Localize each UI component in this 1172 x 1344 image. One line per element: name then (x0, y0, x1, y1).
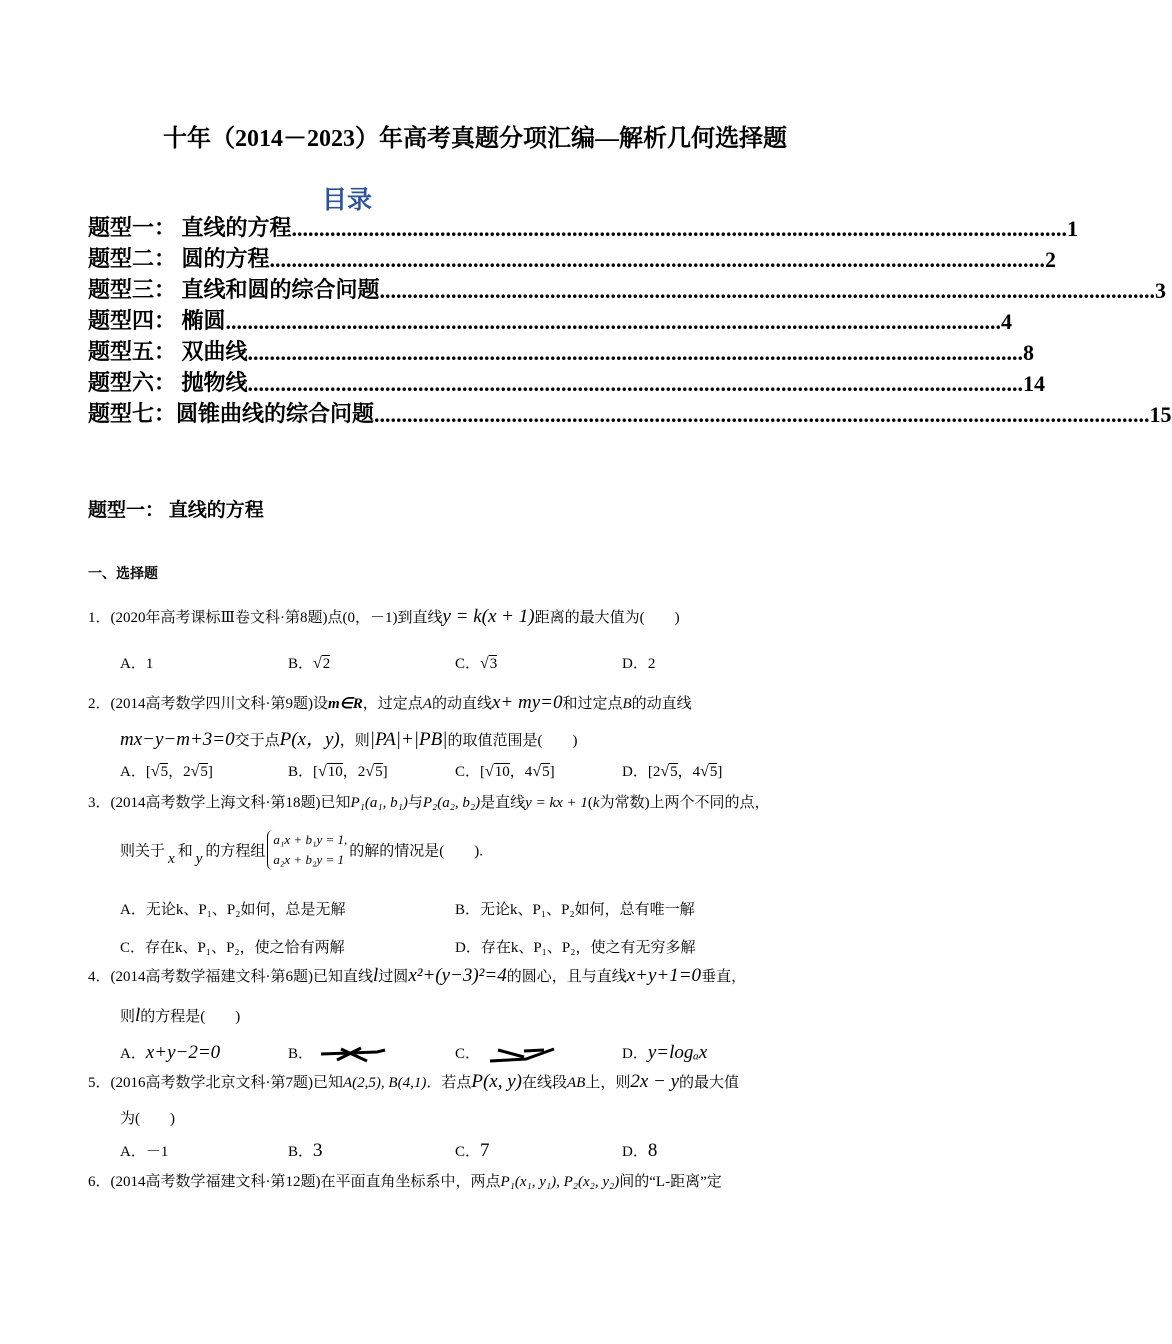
option-b[interactable] (455, 898, 695, 919)
option-label: B． (288, 1144, 314, 1160)
option-value: 2 (652, 764, 661, 780)
question-text: 的动直线 (631, 696, 692, 712)
math-expression: y = kx + 1 (525, 795, 588, 811)
question-number: 1． (88, 610, 111, 626)
math-symbol: l (135, 1005, 141, 1026)
math-expression: P(x，y) (279, 729, 340, 750)
section-subtitle: 一、选择题 (88, 567, 158, 582)
option-value: ，4 (677, 764, 701, 780)
question-text: 在线段 (521, 1075, 567, 1091)
question-source: (2016高考数学北京文科·第7题)已知 (110, 1075, 344, 1091)
option-value: 3 (313, 1140, 323, 1161)
question-number: 5． (88, 1075, 111, 1091)
option-d[interactable] (622, 760, 722, 781)
option-label: A．无论k、P₁、P₂如何，总是无解 (120, 902, 346, 918)
question-source: (2020年高考课标Ⅲ卷文科·第8题)点(0，－1)到直线 (110, 610, 443, 626)
option-label: C． (455, 656, 481, 672)
option-value: 10 (494, 764, 510, 780)
question-source: (2014高考数学福建文科·第6题)已知直线 (110, 969, 374, 985)
question-source: (2014高考数学四川文科·第9题)设 (110, 696, 329, 712)
question-4 (88, 965, 746, 987)
question-text: 为常数)上两个不同的点， (599, 795, 770, 811)
option-label: C． (455, 1046, 481, 1062)
option-value: 5 (670, 764, 678, 780)
option-a[interactable] (120, 652, 153, 673)
equation: a₁x + b₁y = 1, (273, 832, 348, 847)
question-text: 垂直， (701, 969, 747, 985)
question-text: 上，则 (585, 1075, 631, 1091)
section-title: 题型一： 直线的方程 (88, 500, 264, 521)
question-2-line-2 (120, 724, 577, 751)
question-text: 和过定点 (562, 696, 623, 712)
option-value: 5 (200, 764, 208, 780)
question-text: 间的“L-距离”定 (619, 1174, 722, 1190)
math-expression: 2x − y (630, 1071, 680, 1092)
math-symbol: k (592, 795, 600, 811)
toc-item-page: 3 (1155, 278, 1167, 303)
question-6 (88, 1170, 722, 1191)
question-text: 则关于 (120, 843, 166, 860)
option-value: ，2 (168, 764, 191, 780)
question-5 (88, 1071, 739, 1093)
option-value: ] (207, 764, 213, 780)
math-expression: P₁(x₁, y₁), P₂(x₂, y₂) (500, 1174, 620, 1190)
option-label: D．2 (622, 656, 656, 672)
option-b[interactable] (288, 652, 330, 673)
math-expression: y = k(x + 1) (442, 606, 535, 627)
question-5-line-2 (120, 1107, 175, 1128)
sqrt-icon: √ (480, 655, 489, 672)
question-text: 的最大值 (679, 1075, 740, 1091)
question-text: 距离的最大值为( ) (534, 610, 680, 626)
math-expression: P₂(a₂, b₂) (422, 795, 481, 811)
sqrt-icon: √ (150, 763, 160, 780)
toc-item[interactable] (88, 398, 1172, 428)
math-expression: m∈R (328, 696, 363, 712)
option-label: C．[ (455, 764, 486, 780)
option-value: 5 (160, 764, 169, 780)
toc-item[interactable] (88, 243, 1057, 273)
question-text: 与 (407, 795, 423, 811)
toc-item-page: 8 (1023, 340, 1035, 365)
toc-item-label: 题型五： 双曲线 (88, 339, 248, 364)
question-3-line-2 (120, 830, 483, 870)
toc-dot-leader: ............................................................................................................................................. (269, 247, 1046, 272)
math-expression: x²+(y−3)²=4 (408, 965, 507, 986)
question-number: 6． (88, 1174, 111, 1190)
toc-item-page: 2 (1045, 247, 1057, 272)
question-source: (2014高考数学福建文科·第12题)在平面直角坐标系中，两点 (110, 1174, 501, 1190)
question-text: ．若点 (426, 1075, 472, 1091)
option-d[interactable] (622, 1042, 707, 1064)
question-text: 的动直线 (431, 696, 492, 712)
sqrt-icon: √ (485, 763, 494, 780)
toc-item[interactable] (88, 336, 1035, 366)
sqrt-icon: √ (660, 763, 670, 780)
option-label: D． (622, 1144, 648, 1160)
math-expression: x+y+1=0 (626, 965, 702, 986)
question-text: 交于点 (234, 733, 280, 749)
option-label: D． (622, 1046, 648, 1062)
option-value: 5 (542, 764, 550, 780)
question-2 (88, 692, 692, 714)
toc-dot-leader: ............................................................................................................................................. (247, 340, 1024, 365)
option-a[interactable] (120, 1042, 220, 1064)
math-symbol: y (195, 851, 203, 868)
option-label: A．[ (120, 764, 151, 780)
option-label: A． (120, 1046, 146, 1062)
question-1 (88, 606, 680, 628)
sqrt-icon: √ (700, 763, 709, 780)
distorted-formula-image (317, 1046, 389, 1064)
toc-dot-leader: ............................................................................................................................................. (374, 402, 1150, 427)
toc-item-page: 1 (1067, 216, 1079, 241)
question-source: (2014高考数学上海文科·第18题)已知 (110, 795, 351, 811)
option-value: ，4 (509, 764, 533, 780)
option-value: 10 (327, 764, 343, 780)
question-text: ，则 (339, 733, 370, 749)
toc-item[interactable] (88, 274, 1167, 304)
option-label: D．[ (622, 764, 653, 780)
question-text: 为( ) (120, 1111, 175, 1127)
option-d[interactable] (622, 652, 655, 673)
toc-item-label: 题型二： 圆的方程 (88, 246, 270, 271)
toc-dot-leader: ............................................................................................................................................. (225, 309, 1002, 334)
option-value: ] (549, 764, 555, 780)
option-value: x+y−2=0 (145, 1042, 221, 1063)
toc-item[interactable] (88, 305, 1013, 335)
toc-item[interactable] (88, 367, 1046, 397)
option-value: 2 (322, 656, 331, 672)
option-c[interactable] (120, 936, 345, 957)
question-text: 的方程是( ) (140, 1009, 241, 1025)
option-label: B．[ (288, 764, 319, 780)
question-number: 2． (88, 696, 111, 712)
document-title: 十年（2014－2023）年高考真题分项汇编—解析几何选择题 (163, 126, 787, 152)
question-text: 的取值范围是( ) (447, 733, 578, 749)
question-3 (88, 791, 770, 812)
toc-item-label: 题型七：圆锥曲线的综合问题 (88, 401, 375, 426)
option-value: 8 (647, 1140, 658, 1161)
distorted-formula-image (484, 1045, 560, 1065)
toc-dot-leader: ............................................................................................................................................. (291, 216, 1068, 241)
sqrt-icon: √ (532, 763, 542, 780)
option-label: C．存在k、P₁、P₂，使之恰有两解 (120, 940, 345, 956)
option-d[interactable] (622, 1140, 657, 1162)
equation: a₂x + b₂y = 1 (273, 852, 345, 867)
option-value: ] (717, 764, 723, 780)
math-expression: P₁(a₁, b₁) (350, 795, 408, 811)
option-label: A．－1 (120, 1144, 169, 1160)
toc-item-label: 题型一： 直线的方程 (88, 215, 292, 240)
question-number: 4． (88, 969, 111, 985)
option-label: B． (288, 656, 314, 672)
math-expression: A(2,5), B(4,1) (343, 1075, 427, 1091)
sqrt-icon: √ (318, 763, 327, 780)
option-label: B． (288, 1046, 314, 1062)
math-expression: mx−y−m+3=0 (120, 729, 235, 750)
sqrt-icon: √ (190, 763, 200, 780)
question-text: 和 (177, 843, 193, 860)
math-expression: x+ my=0 (491, 692, 563, 713)
question-text: 则 (120, 1009, 136, 1025)
option-value: 3 (489, 656, 498, 672)
option-value: ] (382, 764, 388, 780)
toc-item-page: 15 (1149, 402, 1172, 427)
math-symbol: B (622, 696, 632, 712)
option-label: D．存在k、P₁、P₂，使之有无穷多解 (455, 940, 696, 956)
option-b[interactable] (288, 1140, 323, 1162)
math-symbol: l (373, 965, 379, 986)
option-value: ，2 (342, 764, 366, 780)
math-expression: P(x, y) (471, 1071, 522, 1092)
question-text: 是直线 (480, 795, 526, 811)
option-c[interactable] (455, 652, 497, 673)
option-c[interactable] (455, 760, 555, 781)
math-symbol: A (422, 696, 432, 712)
option-label: A．1 (120, 656, 154, 672)
question-number: 3． (88, 795, 111, 811)
toc-dot-leader: ............................................................................................................................................. (247, 371, 1024, 396)
sqrt-icon: √ (313, 655, 322, 672)
option-label: B．无论k、P₁、P₂如何，总有唯一解 (455, 902, 695, 918)
question-text: 的方程组 (205, 843, 266, 860)
toc-item[interactable] (88, 212, 1079, 242)
equation-system (267, 830, 347, 870)
toc-item-label: 题型六： 抛物线 (88, 370, 248, 395)
option-b[interactable] (288, 1042, 389, 1064)
option-value: 7 (480, 1140, 490, 1161)
question-text: 过圆 (378, 969, 409, 985)
option-label: C． (455, 1144, 481, 1160)
toc-item-page: 4 (1001, 309, 1013, 334)
toc-item-page: 14 (1023, 371, 1046, 396)
option-a[interactable] (120, 760, 213, 781)
option-value: y=logₐx (647, 1042, 708, 1063)
math-symbol: x (168, 851, 175, 868)
math-expression: |PA|+|PB| (369, 729, 448, 750)
option-d[interactable] (455, 936, 695, 957)
option-value: 5 (709, 764, 718, 780)
option-a[interactable] (120, 1140, 168, 1161)
question-text: 的圆心，且与直线 (506, 969, 627, 985)
question-text: ( (587, 795, 593, 811)
toc-item-label: 题型四： 椭圆 (88, 308, 226, 333)
option-c[interactable] (455, 1140, 490, 1162)
toc-dot-leader: ............................................................................................................................................. (379, 278, 1156, 303)
option-b[interactable] (288, 760, 388, 781)
question-text: 的解的情况是( ). (349, 843, 484, 860)
option-c[interactable] (455, 1042, 560, 1065)
question-4-line-2 (120, 1005, 240, 1027)
option-a[interactable] (120, 898, 345, 919)
sqrt-icon: √ (365, 763, 375, 780)
option-value: 5 (375, 764, 383, 780)
toc-heading: 目录 (322, 187, 373, 214)
toc-item-label: 题型三： 直线和圆的综合问题 (88, 277, 380, 302)
math-symbol: AB (567, 1075, 586, 1091)
question-text: ，过定点 (362, 696, 423, 712)
